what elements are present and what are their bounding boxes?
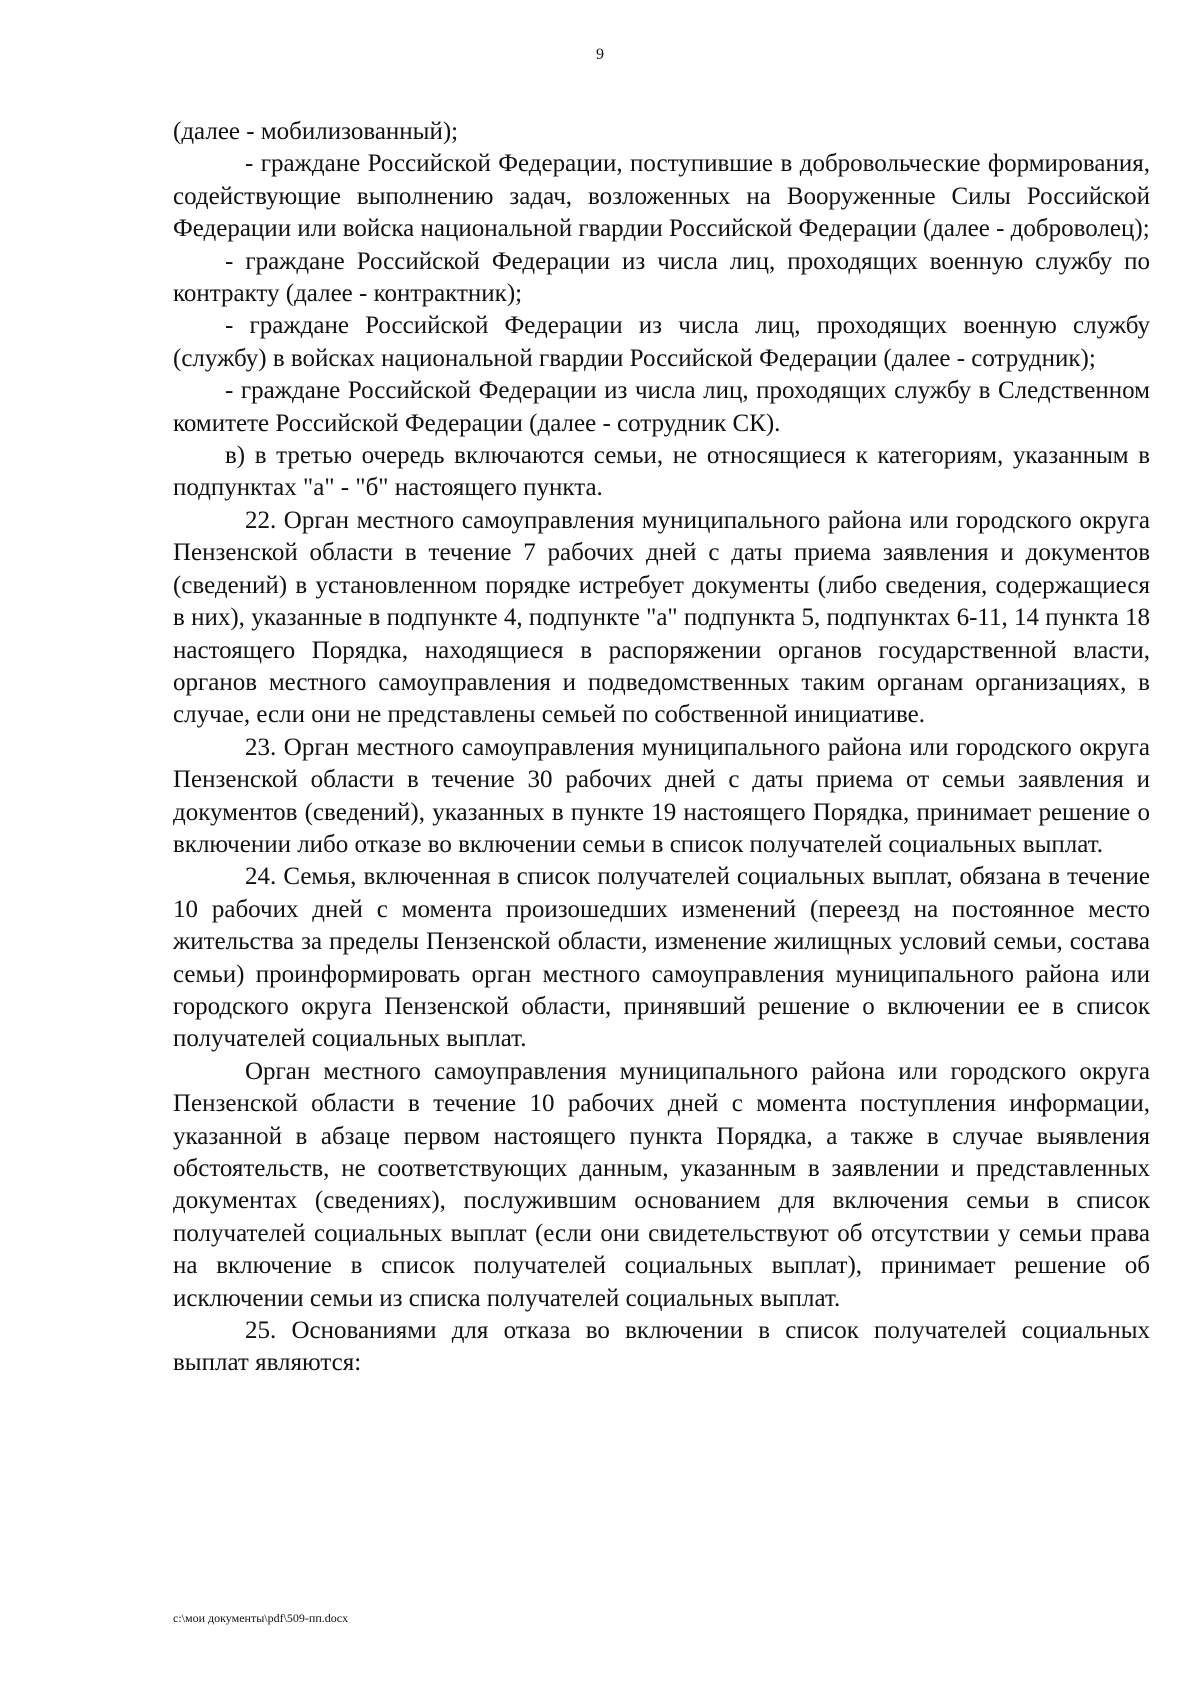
paragraph-national-guard: - граждане Российской Федерации из числа лиц, проходящих военную службу (службу) в войсках национальной гвардии Российской Федерации (далее - сотрудник); [173, 312, 1150, 372]
footer-file-path: c:\мои документы\pdf\509-пп.docx [173, 1611, 349, 1625]
paragraph-volunteer: - граждане Российской Федерации, поступившие в добровольческие формирования, содействующие выполнению задач, возложенных на Вооруженные Силы Российской Федерации или войска национальной гвардии Российской Федерации (далее - доброволец); [173, 150, 1150, 243]
page-number: 9 [596, 46, 604, 63]
paragraph-third-priority: в) в третью очередь включаются семьи, не относящиеся к категориям, указанным в подпунктах "а" - "б" настоящего пункта. [173, 442, 1150, 502]
paragraph-clause-22: 22. Орган местного самоуправления муниципального района или городского округа Пензенской области в течение 7 рабочих дней с даты приема заявления и документов (сведений) в установленном порядке истребует документы (либо сведения, содержащиеся в них), указанные в подпункте 4, подпункте "а" подпункта 5, подпунктах 6-11, 14 пункта 18 настоящего Порядка, находящиеся в распоряжении органов государственной власти, органов местного самоуправления и подведомственных таким органам организациях, в случае, если они не представлены семьей по собственной инициативе. [173, 506, 1150, 729]
paragraph-clause-24-second: Орган местного самоуправления муниципального района или городского округа Пензенской области в течение 10 рабочих дней с момента поступления информации, указанной в абзаце первом настоящего пункта Порядка, а также в случае выявления обстоятельств, не соответствующих данным, указанным в заявлении и представленных документах (сведениях), послужившим основанием для включения семьи в список получателей социальных выплат (если они свидетельствуют об отсутствии у семьи права на включение в список получателей социальных выплат), принимает решение об исключении семьи из списка получателей социальных выплат. [173, 1057, 1150, 1312]
document-body [173, 116, 1150, 1380]
paragraph-contractor: - граждане Российской Федерации из числа лиц, проходящих военную службу по контракту (далее - контрактник); [173, 247, 1150, 308]
paragraph-mobilized: (далее - мобилизованный); [173, 118, 459, 145]
paragraph-clause-24: 24. Семья, включенная в список получателей социальных выплат, обязана в течение 10 рабочих дней с момента произошедших изменений (переезд на постоянное место жительства за пределы Пензенской области, изменение жилищных условий семьи, состава семьи) проинформировать орган местного самоуправления муниципального района или городского округа Пензенской области, принявший решение о включении ее в список получателей социальных выплат. [173, 863, 1150, 1053]
paragraph-investigative-committee: - граждане Российской Федерации из числа лиц, проходящих службу в Следственном комитете Российской Федерации (далее - сотрудник СК). [173, 377, 1150, 437]
paragraph-clause-25: 25. Основаниями для отказа во включении в список получателей социальных выплат являются: [173, 1317, 1150, 1377]
paragraph-clause-23: 23. Орган местного самоуправления муниципального района или городского округа Пензенской области в течение 30 рабочих дней с даты приема от семьи заявления и документов (сведений), указанных в пункте 19 настоящего Порядка, принимает решение о включении либо отказе во включении семьи в список получателей социальных выплат. [173, 733, 1150, 858]
